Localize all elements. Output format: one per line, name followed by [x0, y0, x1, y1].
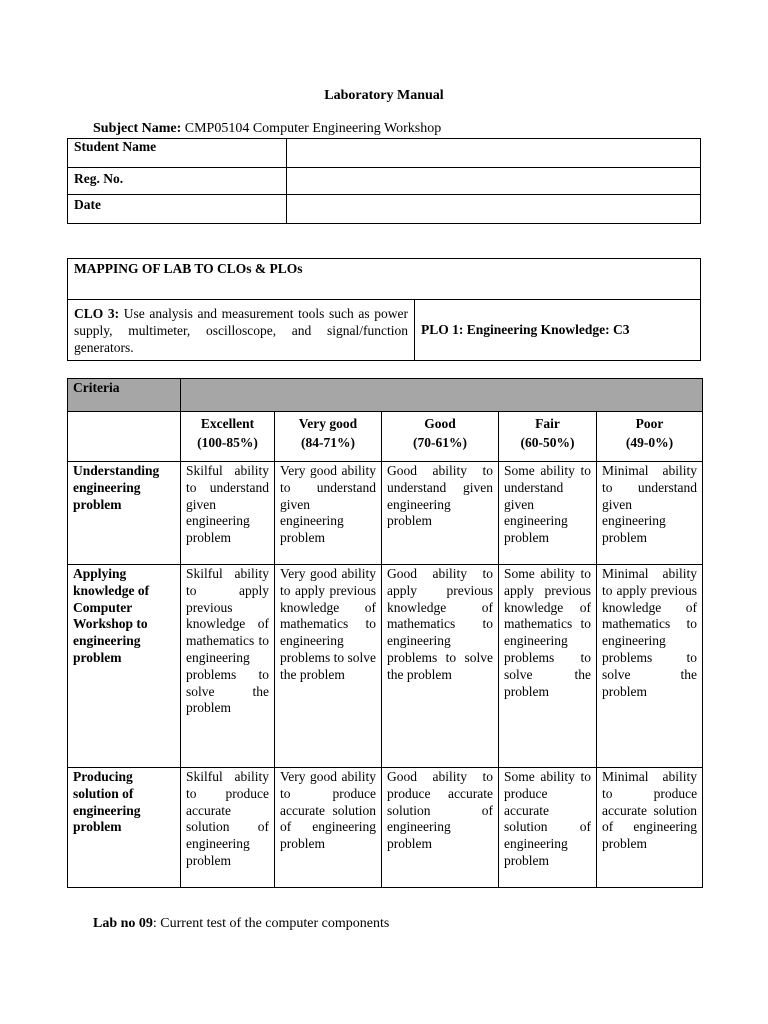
rubric-cell: Very good ability to apply previous knowledge of mathematics to engineering problems to solve the problem: [275, 565, 382, 768]
date-field[interactable]: [287, 195, 701, 224]
student-name-field[interactable]: [287, 139, 701, 168]
levels-header-band: [181, 379, 703, 412]
rubric-row-applying: [68, 565, 703, 768]
rubric-cell: Skilful ability to apply previous knowledge of mathematics to engineering problems to solve the problem: [181, 565, 275, 768]
clo-label: CLO 3:: [74, 306, 120, 321]
level-excellent: Excellent (100-85%): [181, 412, 275, 462]
reg-no-label: Reg. No.: [68, 168, 287, 195]
reg-no-field[interactable]: [287, 168, 701, 195]
level-poor: Poor (49-0%): [597, 412, 703, 462]
rubric-cell: Good ability to produce accurate solution of engineering problem: [382, 768, 499, 888]
criterion-applying: Applying knowledge of Computer Workshop to engineering problem: [68, 565, 181, 768]
levels-blank-cell: [68, 412, 181, 462]
rubric-cell: Very good ability to produce accurate solution of engineering problem: [275, 768, 382, 888]
criterion-producing: Producing solution of engineering problem: [68, 768, 181, 888]
level-fair: Fair (60-50%): [499, 412, 597, 462]
student-name-row: [68, 139, 701, 168]
rubric-cell: Minimal ability to produce accurate solution of engineering problem: [597, 768, 703, 888]
lab-description: : Current test of the computer components: [152, 916, 390, 931]
level-good: Good (70-61%): [382, 412, 499, 462]
rubric-cell: Some ability to understand given engineering problem: [499, 462, 597, 565]
clo-plo-mapping-table: [67, 258, 701, 361]
student-info-table: [67, 138, 701, 224]
criteria-header: Criteria: [68, 379, 181, 412]
student-name-label: Student Name: [68, 139, 287, 168]
rubric-cell: Some ability to produce accurate solution of engineering problem: [499, 768, 597, 888]
rubric-cell: Some ability to apply previous knowledge of mathematics to engineering problems to solve the problem: [499, 565, 597, 768]
rubric-cell: Skilful ability to produce accurate solution of engineering problem: [181, 768, 275, 888]
subject-label: Subject Name:: [93, 121, 182, 136]
rubric-cell: Good ability to apply previous knowledge of mathematics to engineering problems to solve the problem: [382, 565, 499, 768]
rubric-cell: Minimal ability to apply previous knowledge of mathematics to engineering problems to solve the problem: [597, 565, 703, 768]
mapping-header: MAPPING OF LAB TO CLOs & PLOs: [68, 259, 701, 300]
subject-value: CMP05104 Computer Engineering Workshop: [184, 121, 442, 136]
rubric-levels-row: [68, 412, 703, 462]
rubric-row-producing: [68, 768, 703, 888]
rubric-row-understanding: [68, 462, 703, 565]
rubric-cell: Good ability to understand given engineering problem: [382, 462, 499, 565]
reg-no-row: [68, 168, 701, 195]
plo-cell: PLO 1: Engineering Knowledge: C3: [415, 300, 701, 361]
criterion-understanding: Understanding engineering problem: [68, 462, 181, 565]
rubric-cell: Very good ability to understand given engineering problem: [275, 462, 382, 565]
date-label: Date: [68, 195, 287, 224]
clo-cell: [68, 300, 415, 361]
rubric-table: [67, 378, 703, 888]
rubric-header-row: [68, 379, 703, 412]
date-row: [68, 195, 701, 224]
clo-text: Use analysis and measurement tools such as power supply, multimeter, oscilloscope, and signal/function generators.: [74, 306, 409, 355]
lab-title: [93, 916, 389, 932]
subject-line: [93, 121, 441, 137]
level-very-good: Very good (84-71%): [275, 412, 382, 462]
page-title: Laboratory Manual: [324, 88, 444, 103]
lab-number: Lab no 09: [93, 916, 153, 931]
rubric-cell: Skilful ability to understand given engineering problem: [181, 462, 275, 565]
rubric-cell: Minimal ability to understand given engineering problem: [597, 462, 703, 565]
